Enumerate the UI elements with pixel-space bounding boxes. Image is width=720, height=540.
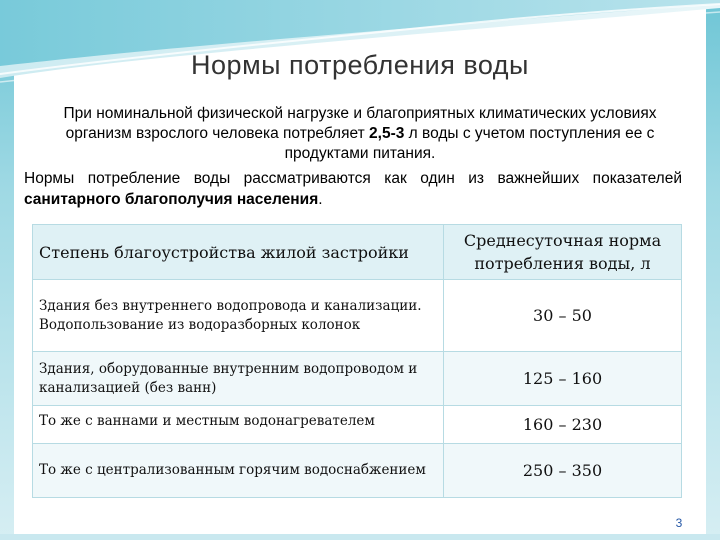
bottom-frame-bar [0, 534, 720, 540]
norms-bold-phrase: санитарного благополучия населения [24, 191, 319, 208]
table-row [33, 406, 682, 444]
row-building-type: Здания, оборудованные внутренним водопроводом и канализацией (без ванн) [33, 352, 444, 406]
header-daily-norm: Среднесуточная норма потребления воды, л [444, 225, 682, 280]
norms-text-end: . [318, 191, 323, 208]
intro-text-end: л воды с учетом поступления ее с продуктами питания. [284, 125, 655, 162]
table-row [33, 352, 682, 406]
intro-text-start: При номинальной физической нагрузке и благоприятных климатических условиях организм взрослого человека потребляет [63, 105, 657, 142]
row-norm-value: 250 – 350 [444, 444, 682, 498]
page-number: 3 [675, 516, 683, 530]
intro-value: 2,5-3 [369, 125, 405, 142]
norms-text-start: Нормы потребление воды рассматриваются как один из важнейших показателей [24, 170, 682, 187]
row-building-type: Здания без внутреннего водопровода и канализации. Водопользование из водоразборных колонок [33, 280, 444, 352]
row-norm-value: 160 – 230 [444, 406, 682, 444]
header-building-type: Степень благоустройства жилой застройки [33, 225, 444, 280]
row-norm-value: 125 – 160 [444, 352, 682, 406]
table-row [33, 280, 682, 352]
row-norm-value: 30 – 50 [444, 280, 682, 352]
row-building-type: То же с централизованным горячим водоснабжением [33, 444, 444, 498]
water-norms-table [32, 224, 682, 498]
row-building-type: То же с ваннами и местным водонагревателем [33, 406, 444, 444]
slide-title: Нормы потребления воды [191, 50, 529, 80]
intro-paragraph [40, 104, 680, 164]
table-header-row [33, 225, 682, 280]
norms-paragraph [24, 168, 682, 210]
table-row [33, 444, 682, 498]
